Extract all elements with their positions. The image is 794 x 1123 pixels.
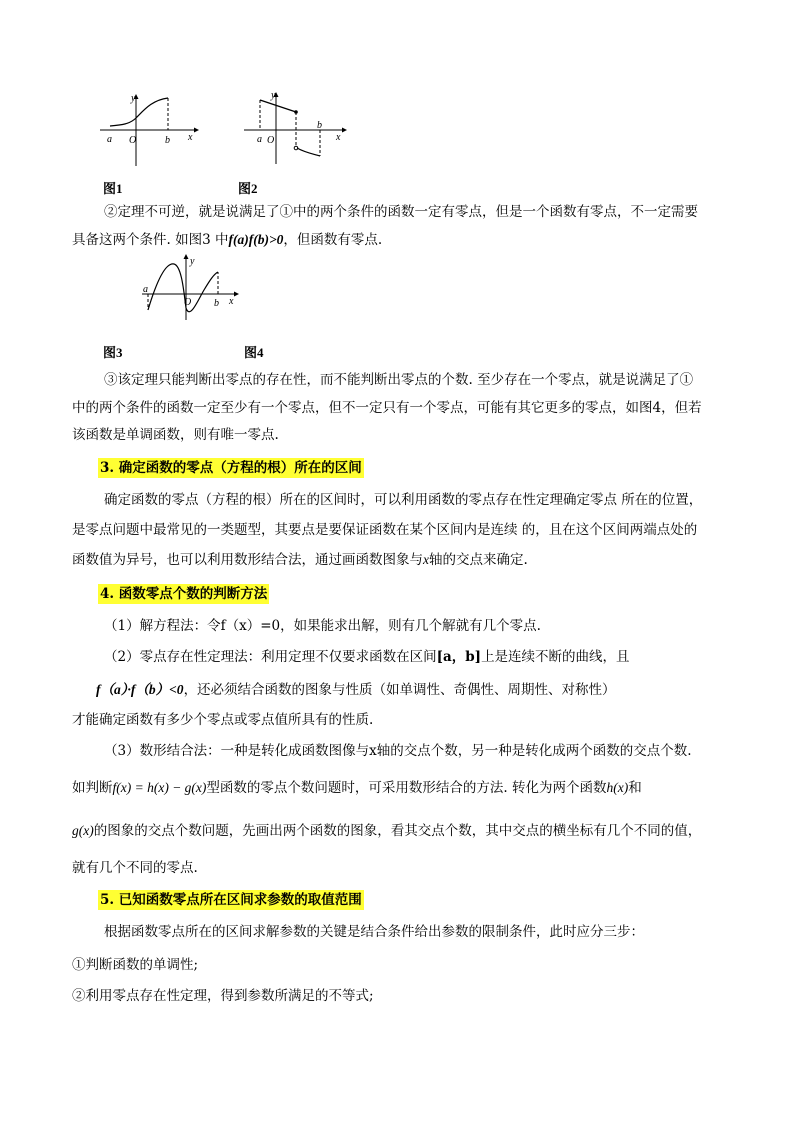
- method-2-line-2: [96, 680, 746, 700]
- para-2-text: 具备这两个条件. 如图3 中: [72, 232, 229, 248]
- section-3-x-var: x: [423, 552, 429, 567]
- fig1-b-label: b: [165, 135, 170, 146]
- figure-4-caption: 图4: [244, 345, 264, 360]
- method-2-line-1: [104, 647, 754, 667]
- method-3-text-mid: 型函数的零点个数问题时，可采用数形结合的方法. 转化为两个函数: [206, 780, 607, 796]
- section-3-line-2: 是零点问题中最常见的一类题型，其要点是要保证函数在某个区间内是连续 的，且在这个区间两端点处的: [72, 522, 698, 538]
- fig1-curve: [110, 98, 168, 126]
- method-3-line-3: [72, 821, 722, 841]
- fig1-origin-label: O: [129, 135, 137, 146]
- fig2-y-label: y: [271, 90, 276, 101]
- section-3-line-3: [72, 550, 722, 570]
- section-5-step-2: ②利用零点存在性定理，得到参数所满足的不等式;: [72, 988, 374, 1004]
- fig1-a-label: a: [107, 134, 112, 145]
- method-3-text: 如判断: [72, 780, 113, 796]
- method-1: （1）解方程法：令f（x）=0，如果能求出解，则有几个解就有几个零点.: [104, 618, 541, 634]
- method-2-text: （2）零点存在性定理法：利用定理不仅要求函数在区间: [104, 649, 437, 665]
- para-2-formula: f(a)f(b)>0: [228, 232, 284, 247]
- fig2-origin-label: O: [267, 135, 275, 146]
- section-5-line-1: 根据函数零点所在的区间求解参数的关键是结合条件给出参数的限制条件，此时应分三步：: [104, 924, 644, 940]
- para-2-line-2: [72, 230, 722, 250]
- section-3-heading: 3. 确定函数的零点（方程的根）所在的区间: [100, 460, 362, 476]
- method-3-formula: f(x) = h(x) − g(x): [112, 780, 207, 795]
- section-3-text-end: 轴的交点来确定.: [429, 552, 528, 568]
- figure-3-graph: [140, 254, 240, 322]
- figure-1-graph: [96, 92, 200, 168]
- section-4-heading: 4. 函数零点个数的判断方法: [100, 586, 268, 602]
- fig2-curve-left: [260, 100, 296, 112]
- para-2-text-end: ，但函数有零点.: [283, 232, 383, 248]
- method-3-text-end: 和: [628, 780, 642, 796]
- fig1-y-label: y: [131, 93, 136, 104]
- fig3-origin-label: O: [184, 297, 192, 308]
- para-2-line-1: ②定理不可逆，就是说满足了①中的两个条件的函数一定有零点，但是一个函数有零点，不一定需要: [104, 204, 698, 220]
- method-2-text-end: 上是连续不断的曲线，且: [481, 649, 630, 665]
- fig1-x-label: x: [188, 132, 193, 143]
- fig3-curve: [148, 264, 218, 312]
- method-2-formula: f（a）·f（b）<0: [96, 682, 184, 697]
- section-5-heading: 5. 已知函数零点所在区间求参数的取值范围: [100, 892, 362, 908]
- fig3-x-label: x: [229, 296, 234, 307]
- para-3-line-3: 该函数是单调函数，则有唯一零点.: [72, 427, 279, 443]
- method-3-g-func: g(x): [72, 823, 94, 838]
- fig2-b-label: b: [317, 120, 322, 131]
- method-2-line-3: 才能确定函数有多少个零点或零点值所具有的性质.: [72, 712, 374, 728]
- method-3-line-4: 就有几个不同的零点.: [72, 860, 198, 876]
- method-3-line-1: （3）数形结合法：一种是转化成函数图像与x轴的交点个数，另一种是转化成两个函数的交点个数.: [104, 743, 692, 759]
- method-3-h-func: h(x): [606, 780, 629, 795]
- figure-3-caption: 图3: [103, 345, 123, 360]
- para-3-line-2: 中的两个条件的函数一定至少有一个零点，但不一定只有一个零点，可能有其它更多的零点，如图4，但若: [72, 400, 702, 416]
- figure-1-caption: 图1: [103, 181, 123, 196]
- fig3-y-label: y: [190, 256, 195, 267]
- method-2-line-2-text: ，还必须结合函数的图象与性质（如单调性、奇偶性、周期性、对称性）: [183, 682, 616, 698]
- figure-2-graph: [240, 90, 348, 166]
- para-3-line-1: ③该定理只能判断出零点的存在性，而不能判断出零点的个数. 至少存在一个零点，就是说满足了①: [104, 372, 694, 388]
- fig2-x-label: x: [336, 132, 341, 143]
- method-3-line-3-text: 的图象的交点个数问题，先画出两个函数的图象，看其交点个数，其中交点的横坐标有几个不同的值，: [93, 823, 702, 839]
- fig2-curve-right: [297, 148, 320, 156]
- section-3-line-1: 确定函数的零点（方程的根）所在的区间时，可以利用函数的零点存在性定理确定零点 所在的位置，: [104, 492, 703, 508]
- section-3-text: 函数值为异号，也可以利用数形结合法，通过画函数图象与: [72, 552, 423, 568]
- method-2-interval: [a，b]: [436, 649, 482, 665]
- section-5-step-1: ①判断函数的单调性;: [72, 957, 199, 973]
- method-3-line-2: [72, 778, 722, 798]
- figure-2-caption: 图2: [238, 181, 258, 196]
- fig2-a-label: a: [257, 134, 262, 145]
- fig3-b-label: b: [214, 298, 219, 309]
- fig3-a-label: a: [143, 284, 148, 295]
